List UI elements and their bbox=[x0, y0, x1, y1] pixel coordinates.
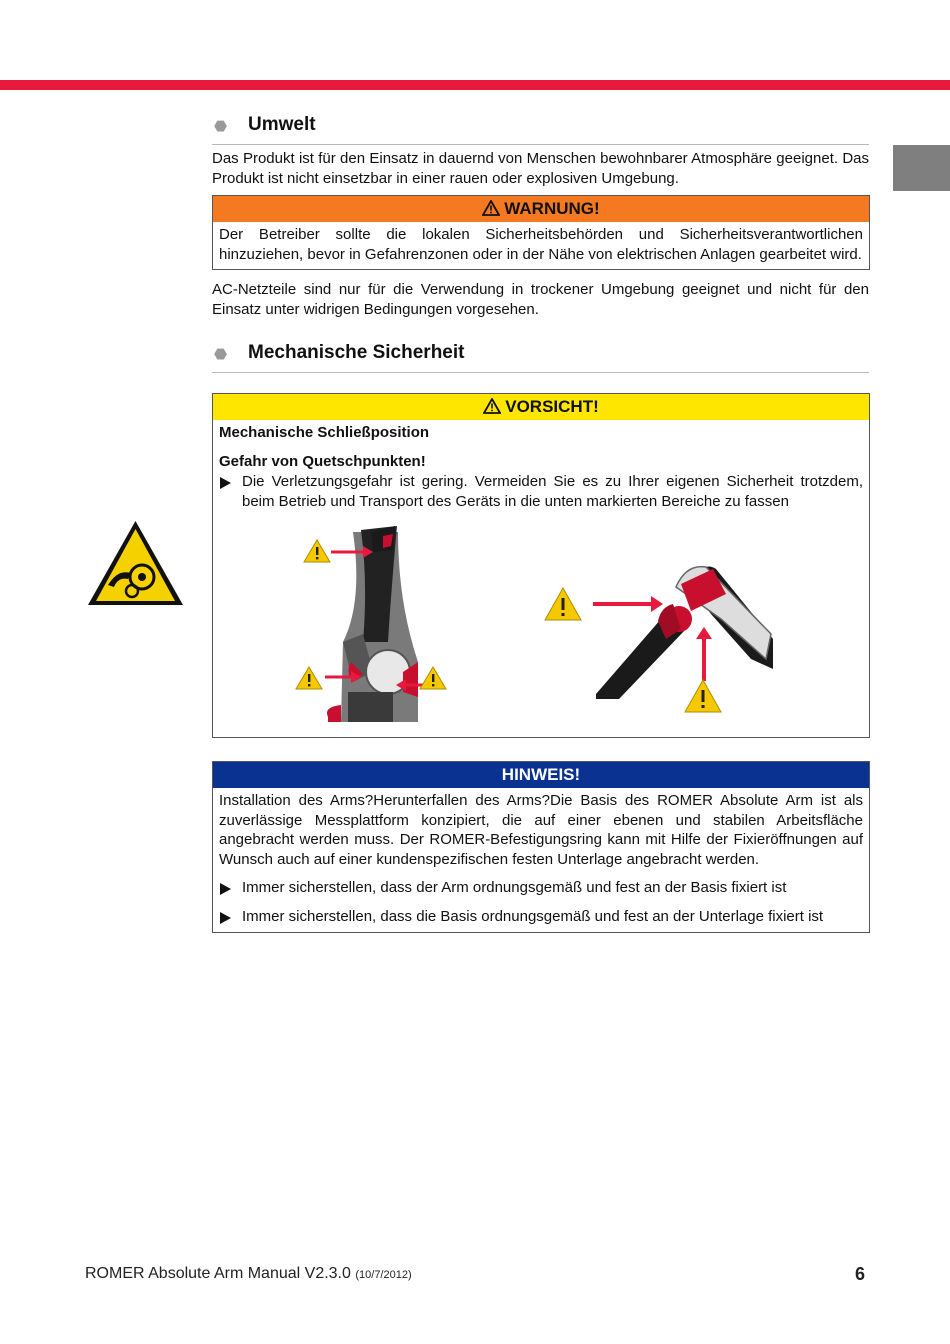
footer-date: (10/7/2012) bbox=[355, 1269, 412, 1281]
bullet-arrow-icon bbox=[220, 477, 231, 489]
caution-label: VORSICHT! bbox=[505, 397, 599, 416]
header-red-bar bbox=[0, 80, 950, 90]
caution-box bbox=[212, 393, 870, 738]
chapter-tab bbox=[893, 145, 950, 191]
warning-header bbox=[213, 196, 869, 222]
footer-manual-title bbox=[85, 1265, 412, 1283]
notice-bullet-text: Immer sicherstellen, dass die Basis ordnungsgemäß und fest an der Unterlage fixiert ist bbox=[242, 907, 824, 925]
arm-joint-illustration-left bbox=[293, 522, 453, 727]
warning-box bbox=[212, 195, 870, 270]
warning-triangle-icon bbox=[483, 398, 501, 414]
warning-label: WARNUNG! bbox=[504, 199, 600, 218]
intro-paragraph: Das Produkt ist für den Einsatz in dauernd von Menschen bewohnbarer Atmosphäre geeignet. Das Produkt ist nicht einsetzbar in einer rauen oder explosiven Umgebung. bbox=[212, 150, 869, 187]
footer-manual-name: ROMER Absolute Arm Manual V2.3.0 bbox=[85, 1265, 351, 1282]
caution-bullet-text: Die Verletzungsgefahr ist gering. Vermeiden Sie es zu Ihrer eigenen Sicherheit trotzdem, beim Betrieb und Transport des Geräts in die unten markierten Bereiche zu fassen bbox=[242, 473, 863, 510]
bullet-arrow-icon bbox=[220, 883, 231, 895]
small-warning-icon bbox=[420, 667, 446, 689]
notice-box bbox=[212, 761, 870, 933]
section-title: Mechanische Sicherheit bbox=[248, 342, 465, 363]
caution-bullet bbox=[219, 472, 863, 511]
notice-bullet-text: Immer sicherstellen, dass der Arm ordnungsgemäß und fest an der Basis fixiert ist bbox=[242, 879, 787, 896]
bullet-arrow-icon bbox=[220, 912, 231, 924]
small-warning-icon bbox=[296, 667, 322, 689]
warning-triangle-icon bbox=[482, 200, 500, 216]
arm-joint-illustration-right bbox=[541, 559, 781, 719]
caution-subtitle: Mechanische Schließposition bbox=[219, 424, 430, 441]
ac-paragraph: AC-Netzteile sind nur für die Verwendung in trockener Umgebung geeignet und nicht für den Einsatz unter widrigen Bedingungen vorgesehen. bbox=[212, 281, 869, 318]
crush-hazard-sign-icon bbox=[86, 519, 185, 607]
caution-hazard: Gefahr von Quetschpunkten! bbox=[219, 452, 426, 470]
section-title: Umwelt bbox=[248, 114, 316, 135]
notice-bullet bbox=[219, 907, 863, 927]
small-warning-icon bbox=[304, 540, 330, 562]
notice-bullet bbox=[219, 878, 863, 898]
notice-header bbox=[213, 762, 869, 788]
page-number: 6 bbox=[855, 1264, 866, 1284]
section-heading-mechanische-sicherheit bbox=[212, 341, 869, 373]
section-heading-umwelt bbox=[212, 113, 869, 145]
hexagon-bullet-icon: ⬣ bbox=[214, 118, 228, 135]
warning-icon bbox=[685, 680, 721, 712]
caution-header bbox=[213, 394, 869, 420]
notice-label: HINWEIS! bbox=[501, 765, 581, 784]
notice-text: Installation des Arms?Herunterfallen des Arms?Die Basis des ROMER Absolute Arm ist als zuverlässige Messplattform konzipiert, die auf einer ebenen und stabilen Arbeitsfläche angebracht werden muss. Der ROMER-Befestigungsring kann mit Hilfe der Fixieröffnungen auf Wunsch auch auf einer kundenspezifischen festen Unterlage angebracht werden. bbox=[219, 792, 863, 868]
hexagon-bullet-icon: ⬣ bbox=[214, 346, 228, 363]
warning-text: Der Betreiber sollte die lokalen Sicherheitsbehörden und Sicherheitsverantwortlichen hinzuziehen, bevor in Gefahrenzonen oder in der Nähe von elektrischen Anlagen gearbeitet wird. bbox=[219, 226, 863, 263]
warning-icon bbox=[545, 588, 581, 620]
